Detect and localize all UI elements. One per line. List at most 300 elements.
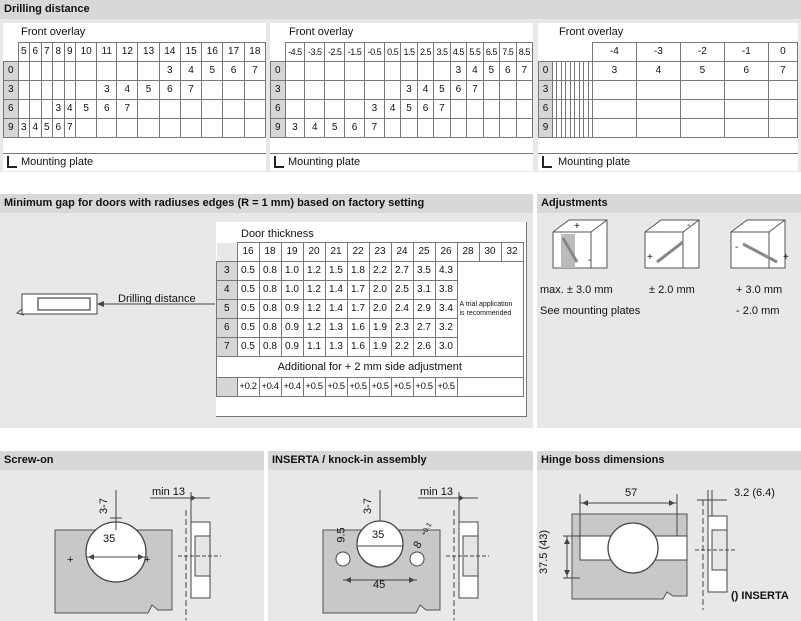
cell: [450, 100, 466, 119]
cell: 3.8: [435, 281, 457, 300]
cell: 2.0: [369, 300, 391, 319]
cell: 2.3: [391, 319, 413, 338]
additional-label: Additional for + 2 mm side adjustment: [217, 357, 524, 378]
table-row: [271, 62, 533, 81]
cell: [138, 119, 159, 138]
col-header: 30: [479, 243, 501, 262]
col-header: 26: [435, 243, 457, 262]
col-header: 3.5: [434, 43, 450, 62]
cell: 2.0: [369, 281, 391, 300]
table-row: [4, 81, 266, 100]
cell: 4.3: [435, 262, 457, 281]
cell: +0.5: [413, 378, 435, 397]
col-header: 0.5: [384, 43, 400, 62]
cell: +0.5: [369, 378, 391, 397]
inserta-panel: [268, 451, 533, 621]
cell: [384, 119, 400, 138]
col-header: -3.5: [305, 43, 325, 62]
table-row: [4, 62, 266, 81]
cell: [305, 100, 325, 119]
cell: 3: [401, 81, 417, 100]
trial-note-line1: A trial application: [459, 301, 513, 308]
row-label: 9: [539, 119, 553, 138]
dim-3-7: 3-7: [361, 498, 374, 514]
cell: [76, 81, 97, 100]
col-header: 32: [501, 243, 523, 262]
cell: +0.5: [435, 378, 457, 397]
cell: [365, 62, 385, 81]
cell: [365, 81, 385, 100]
col-header: 2.5: [417, 43, 433, 62]
cell: [768, 119, 797, 138]
cell: [138, 100, 159, 119]
cell: +0.2: [237, 378, 259, 397]
table-row: [539, 81, 798, 100]
col-header: 10: [76, 43, 97, 62]
cell: 3.1: [413, 281, 435, 300]
cell: 6: [97, 100, 117, 119]
cell: +0.5: [303, 378, 325, 397]
inserta-title: INSERTA / knock-in assembly: [268, 451, 533, 470]
cell: 3: [159, 62, 180, 81]
cell: [768, 100, 797, 119]
cell: [457, 378, 523, 397]
drilling-grid-1: [3, 42, 266, 138]
cell: [325, 62, 345, 81]
drilling-distance-label: Drilling distance: [118, 293, 196, 305]
cell: 3.2: [435, 319, 457, 338]
cell: [434, 119, 450, 138]
grid-header-row: [539, 43, 798, 62]
drilling-table-1: [3, 23, 266, 171]
cell: [244, 81, 265, 100]
cell: [592, 100, 636, 119]
cell: 1.0: [281, 281, 303, 300]
cell: [97, 119, 117, 138]
cell: [401, 119, 417, 138]
cell: [483, 81, 499, 100]
cell: 3.4: [435, 300, 457, 319]
cell: 7: [434, 100, 450, 119]
cell: [516, 119, 533, 138]
cell: 6: [159, 81, 180, 100]
grid-header-row: [4, 43, 266, 62]
cell: [417, 119, 433, 138]
drilling-distance-title: Drilling distance: [0, 0, 801, 19]
cell: [305, 81, 325, 100]
cell: 6: [223, 62, 244, 81]
cell: 5: [401, 100, 417, 119]
dim-35: 35: [103, 533, 116, 545]
adjustments-panel: [537, 194, 801, 428]
col-header: -2.5: [325, 43, 345, 62]
col-header: 8: [53, 43, 65, 62]
trial-note-cell: [457, 262, 523, 357]
cell: [53, 81, 65, 100]
dim-37-5: 37.5 (43): [538, 529, 551, 575]
cell: 2.7: [391, 262, 413, 281]
col-header: 16: [237, 243, 259, 262]
plus-sign: +: [574, 221, 580, 232]
cell: 7: [64, 119, 76, 138]
cell: 3: [97, 81, 117, 100]
cell: [345, 62, 365, 81]
drilling-table-3: [538, 23, 798, 171]
cell: 5: [434, 81, 450, 100]
row-label: 0: [271, 62, 286, 81]
table-row: [271, 119, 533, 138]
cell: 0.8: [259, 262, 281, 281]
cell: [724, 100, 768, 119]
cell: [636, 100, 680, 119]
screw-on-title: Screw-on: [0, 451, 264, 470]
col-header: -0.5: [365, 43, 385, 62]
cell: [500, 119, 516, 138]
cell: 1.2: [303, 319, 325, 338]
cell: [18, 62, 30, 81]
drilling-grid-3: [538, 42, 798, 138]
cell: 2.2: [369, 262, 391, 281]
trial-note-line2: is recommended: [459, 310, 512, 317]
depth-adjust-value: ± 2.0 mm: [649, 284, 695, 296]
minimum-gap-panel: [0, 194, 533, 428]
cell: 4: [30, 119, 42, 138]
cell: [724, 119, 768, 138]
cell: [202, 119, 223, 138]
cell: [117, 62, 138, 81]
cell: [30, 62, 42, 81]
dim-3-2: 3.2 (6.4): [734, 487, 775, 499]
cell: [384, 62, 400, 81]
grid-header-row: [271, 43, 533, 62]
col-header: 18: [259, 243, 281, 262]
col-header: 14: [159, 43, 180, 62]
cell: 1.3: [325, 319, 347, 338]
row-label: 3: [217, 262, 238, 281]
cell: 3.5: [413, 262, 435, 281]
cell: 1.7: [347, 281, 369, 300]
cell: 3: [592, 62, 636, 81]
cell: [768, 81, 797, 100]
col-header: 13: [138, 43, 159, 62]
cell: 5: [41, 119, 53, 138]
minus-sign: -: [588, 255, 592, 266]
col-header: 9: [64, 43, 76, 62]
cell: [223, 119, 244, 138]
cell: [384, 81, 400, 100]
cell: [680, 119, 724, 138]
col-header: 1.5: [401, 43, 417, 62]
cell: [417, 62, 433, 81]
col-header: 23: [369, 243, 391, 262]
front-overlay-label: Front overlay: [559, 26, 624, 38]
cell: [724, 81, 768, 100]
cell: +0.5: [325, 378, 347, 397]
minus-sign: -: [735, 242, 739, 253]
cell: 7: [516, 62, 533, 81]
cell: [159, 100, 180, 119]
cell: [117, 119, 138, 138]
col-header: 16: [202, 43, 223, 62]
col-header: 5: [18, 43, 30, 62]
col-header: 12: [117, 43, 138, 62]
cell: 0.9: [281, 338, 303, 357]
cell: 1.6: [347, 338, 369, 357]
additional-row: [217, 357, 524, 378]
screw-on-drawing: [0, 470, 264, 621]
cell: 0.8: [259, 319, 281, 338]
cell: 4: [417, 81, 433, 100]
cell: 2.6: [413, 338, 435, 357]
col-header: 25: [413, 243, 435, 262]
dim-35: 35: [372, 529, 385, 541]
cell: [285, 62, 305, 81]
see-mounting-plates: See mounting plates: [540, 305, 641, 317]
side-adjust-icon: [551, 218, 609, 270]
cell: 1.4: [325, 300, 347, 319]
cell: [325, 100, 345, 119]
cell: [285, 100, 305, 119]
cell: 2.2: [391, 338, 413, 357]
table-row: [539, 119, 798, 138]
col-header: 15: [180, 43, 201, 62]
row-label: 0: [4, 62, 19, 81]
cell: [500, 81, 516, 100]
col-header: -1: [724, 43, 768, 62]
cell: 4: [305, 119, 325, 138]
table-row: [539, 62, 798, 81]
cell: 3: [18, 119, 30, 138]
mounting-plate-row: [538, 153, 798, 172]
cell: [76, 62, 97, 81]
cell: [500, 100, 516, 119]
cell: [467, 119, 483, 138]
col-header: 11: [97, 43, 117, 62]
cell: [41, 81, 53, 100]
cell: 3: [450, 62, 466, 81]
cell: 2.9: [413, 300, 435, 319]
dim-3-7: 3-7: [97, 498, 110, 514]
cell: 1.2: [303, 300, 325, 319]
cell: 2.7: [413, 319, 435, 338]
cell: 1.7: [347, 300, 369, 319]
cell: +0.4: [259, 378, 281, 397]
col-header: 5.5: [467, 43, 483, 62]
col-header: 0: [768, 43, 797, 62]
dim-57: 57: [625, 487, 638, 499]
cell: 0.5: [237, 300, 259, 319]
cell: 0.5: [237, 319, 259, 338]
col-header: 19: [281, 243, 303, 262]
cell: [244, 119, 265, 138]
dim-45: 45: [373, 579, 386, 591]
cell: 0.5: [237, 338, 259, 357]
height-adjust-value: + 3.0 mm: [736, 284, 783, 296]
cell: 5: [680, 62, 724, 81]
cell: 3: [53, 100, 65, 119]
cell: [483, 119, 499, 138]
cell: 0.9: [281, 300, 303, 319]
cell: 2.4: [391, 300, 413, 319]
mounting-plate-label: Mounting plate: [558, 156, 631, 168]
col-header: 24: [391, 243, 413, 262]
min-13: min 13: [420, 486, 454, 498]
thickness-header-row: [217, 243, 524, 262]
col-header: 8.5: [516, 43, 533, 62]
row-label: 6: [217, 319, 238, 338]
row-label: 3: [539, 81, 553, 100]
cell: 1.8: [347, 262, 369, 281]
cell: [345, 81, 365, 100]
cell: [180, 119, 201, 138]
cell: +0.4: [281, 378, 303, 397]
cell: [223, 81, 244, 100]
cell: [325, 81, 345, 100]
cell: [244, 100, 265, 119]
hinge-boss-panel: [537, 451, 801, 621]
cell: 4: [384, 100, 400, 119]
cell: [202, 81, 223, 100]
cell: [159, 119, 180, 138]
cell: [285, 81, 305, 100]
cell: [467, 100, 483, 119]
cell: 7: [180, 81, 201, 100]
col-header: -2: [680, 43, 724, 62]
cell: [305, 62, 325, 81]
cell: 7: [244, 62, 265, 81]
col-header: -4: [592, 43, 636, 62]
cell: 6: [500, 62, 516, 81]
front-overlay-label: Front overlay: [289, 26, 354, 38]
cell: 1.1: [303, 338, 325, 357]
corner-arrow-icon: [7, 156, 17, 168]
cell: 4: [636, 62, 680, 81]
cell: 3: [365, 100, 385, 119]
table-row: [4, 100, 266, 119]
row-label: 4: [217, 281, 238, 300]
cell: 1.9: [369, 319, 391, 338]
cell: 3: [285, 119, 305, 138]
cell: [30, 81, 42, 100]
table-row: [271, 81, 533, 100]
cell: 3.0: [435, 338, 457, 357]
col-header: 7.5: [500, 43, 516, 62]
adjustments-title: Adjustments: [537, 194, 801, 213]
cell: [64, 62, 76, 81]
cell: 0.5: [237, 262, 259, 281]
cell: [97, 62, 117, 81]
row-label: 7: [217, 338, 238, 357]
col-header: 20: [303, 243, 325, 262]
front-overlay-label: Front overlay: [21, 26, 86, 38]
cell: 1.9: [369, 338, 391, 357]
cell: 0.9: [281, 319, 303, 338]
cell: 4: [117, 81, 138, 100]
drilling-grid-2: [270, 42, 533, 138]
gap-grid: [216, 242, 524, 397]
cell: 1.3: [325, 338, 347, 357]
plus-sign: +: [647, 252, 653, 263]
cell: [483, 100, 499, 119]
mounting-plate-row: [270, 153, 533, 172]
col-header: 6.5: [483, 43, 499, 62]
cell: 1.2: [303, 262, 325, 281]
table-row: [539, 100, 798, 119]
screw-plus-left: +: [67, 554, 74, 566]
cell: 5: [325, 119, 345, 138]
minimum-gap-title: Minimum gap for doors with radiuses edges (R = 1 mm) based on factory setting: [0, 194, 533, 213]
col-header: -3: [636, 43, 680, 62]
min-13: min 13: [152, 486, 186, 498]
row-label: 6: [539, 100, 553, 119]
mounting-plate-label: Mounting plate: [288, 156, 361, 168]
corner-arrow-icon: [542, 156, 552, 168]
cell: [680, 81, 724, 100]
cell: [53, 62, 65, 81]
cell: 6: [450, 81, 466, 100]
cell: [18, 100, 30, 119]
cell: [223, 100, 244, 119]
mounting-plate-row: [3, 153, 266, 172]
cell: 4: [467, 62, 483, 81]
inserta-legend: () INSERTA: [731, 590, 789, 602]
cell: 6: [417, 100, 433, 119]
drilling-table-2: [270, 23, 533, 171]
cell: 5: [202, 62, 223, 81]
cell: [401, 62, 417, 81]
row-label: [217, 378, 238, 397]
cell: 6: [345, 119, 365, 138]
hinge-boss-title: Hinge boss dimensions: [537, 451, 801, 470]
cell: [592, 81, 636, 100]
screw-plus-right: +: [144, 554, 151, 566]
cell: 1.2: [303, 281, 325, 300]
col-header: 4.5: [450, 43, 466, 62]
drilling-distance-panel: [0, 0, 801, 172]
cell: [592, 119, 636, 138]
col-header: -1.5: [345, 43, 365, 62]
col-header: 28: [457, 243, 479, 262]
col-header: 22: [347, 243, 369, 262]
dim-9-5: 9.5: [335, 527, 348, 543]
row-label: 0: [539, 62, 553, 81]
cell: [345, 100, 365, 119]
cell: [202, 100, 223, 119]
cell: [180, 100, 201, 119]
cell: [76, 119, 97, 138]
cell: [516, 81, 533, 100]
cell: [41, 62, 53, 81]
screw-on-panel: [0, 451, 264, 621]
cell: 1.6: [347, 319, 369, 338]
cell: [64, 81, 76, 100]
cell: [138, 62, 159, 81]
door-thickness-label: Door thickness: [241, 228, 314, 240]
cell: [680, 100, 724, 119]
cell: [18, 81, 30, 100]
cell: [434, 62, 450, 81]
cell: [636, 81, 680, 100]
cell: 5: [483, 62, 499, 81]
plus-sign: +: [783, 252, 789, 263]
cell: 0.8: [259, 338, 281, 357]
mounting-plate-label: Mounting plate: [21, 156, 94, 168]
cell: +0.5: [347, 378, 369, 397]
dim-8-tolerance: +0.1: [420, 521, 434, 538]
cell: [450, 119, 466, 138]
side-adjust-value: max. ± 3.0 mm: [540, 284, 613, 296]
corner-arrow-icon: [274, 156, 284, 168]
